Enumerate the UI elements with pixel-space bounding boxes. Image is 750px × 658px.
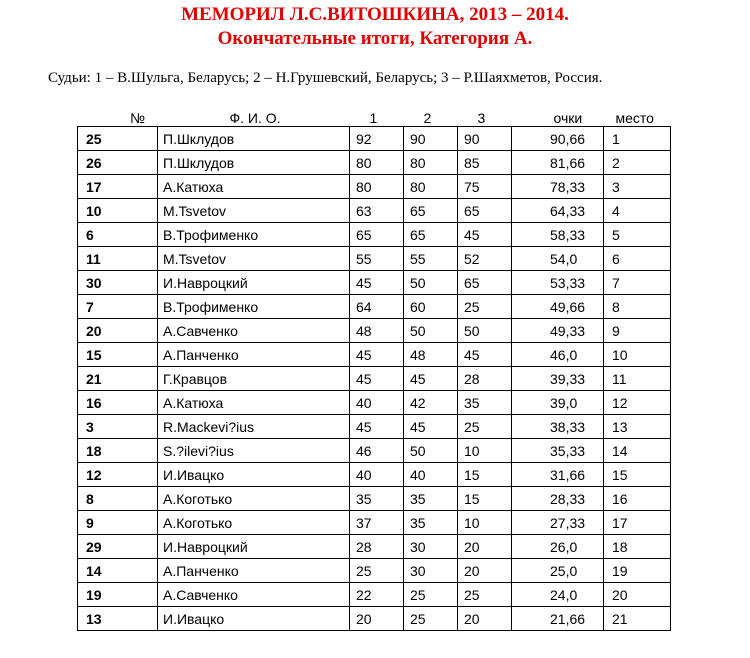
cell-number: 10 xyxy=(78,199,158,223)
cell-number: 3 xyxy=(78,415,158,439)
cell-judge-3: 28 xyxy=(458,367,512,391)
cell-name: И.Навроцкий xyxy=(158,271,350,295)
header-judge-1: 1 xyxy=(350,108,404,127)
table-row xyxy=(78,175,671,199)
cell-number: 21 xyxy=(78,367,158,391)
cell-judge-2: 65 xyxy=(404,199,458,223)
cell-judge-1: 25 xyxy=(350,559,404,583)
cell-name: П.Шклудов xyxy=(158,127,350,151)
table-row xyxy=(78,223,671,247)
cell-judge-2: 90 xyxy=(404,127,458,151)
cell-points: 81,66 xyxy=(512,151,604,175)
document-title: МЕМОРИЛ Л.С.ВИТОШКИНА, 2013 – 2014. xyxy=(181,4,569,25)
table-row xyxy=(78,415,671,439)
table-row xyxy=(78,463,671,487)
table-row xyxy=(78,127,671,151)
cell-number: 14 xyxy=(78,559,158,583)
cell-judge-1: 45 xyxy=(350,367,404,391)
cell-name: M.Tsvetov xyxy=(158,199,350,223)
cell-points: 39,0 xyxy=(512,391,604,415)
table-row xyxy=(78,559,671,583)
header-place: место xyxy=(604,108,671,127)
cell-place: 18 xyxy=(604,535,671,559)
cell-judge-1: 65 xyxy=(350,223,404,247)
header-name: Ф. И. О. xyxy=(158,108,350,127)
cell-judge-2: 50 xyxy=(404,271,458,295)
cell-place: 19 xyxy=(604,559,671,583)
cell-number: 7 xyxy=(78,295,158,319)
table-row xyxy=(78,535,671,559)
table-row xyxy=(78,319,671,343)
cell-points: 39,33 xyxy=(512,367,604,391)
cell-points: 24,0 xyxy=(512,583,604,607)
cell-judge-3: 15 xyxy=(458,463,512,487)
cell-judge-3: 20 xyxy=(458,607,512,631)
cell-judge-2: 48 xyxy=(404,343,458,367)
cell-judge-3: 90 xyxy=(458,127,512,151)
cell-judge-2: 65 xyxy=(404,223,458,247)
cell-judge-1: 22 xyxy=(350,583,404,607)
table-row xyxy=(78,343,671,367)
cell-place: 21 xyxy=(604,607,671,631)
cell-number: 18 xyxy=(78,439,158,463)
cell-place: 5 xyxy=(604,223,671,247)
table-row xyxy=(78,295,671,319)
cell-name: А.Савченко xyxy=(158,583,350,607)
results-body xyxy=(78,127,671,631)
cell-place: 15 xyxy=(604,463,671,487)
cell-place: 11 xyxy=(604,367,671,391)
cell-judge-3: 20 xyxy=(458,559,512,583)
cell-points: 46,0 xyxy=(512,343,604,367)
cell-number: 6 xyxy=(78,223,158,247)
cell-judge-1: 63 xyxy=(350,199,404,223)
cell-judge-1: 28 xyxy=(350,535,404,559)
cell-name: Г.Кравцов xyxy=(158,367,350,391)
cell-judge-2: 40 xyxy=(404,463,458,487)
cell-judge-2: 35 xyxy=(404,511,458,535)
cell-points: 25,0 xyxy=(512,559,604,583)
cell-number: 25 xyxy=(78,127,158,151)
cell-place: 7 xyxy=(604,271,671,295)
cell-points: 28,33 xyxy=(512,487,604,511)
cell-judge-3: 15 xyxy=(458,487,512,511)
cell-points: 31,66 xyxy=(512,463,604,487)
cell-name: R.Mackevi?ius xyxy=(158,415,350,439)
cell-judge-3: 25 xyxy=(458,415,512,439)
cell-name: А.Панченко xyxy=(158,559,350,583)
cell-name: А.Катюха xyxy=(158,175,350,199)
cell-name: А.Панченко xyxy=(158,343,350,367)
cell-judge-1: 48 xyxy=(350,319,404,343)
table-header-row xyxy=(78,108,671,127)
cell-points: 27,33 xyxy=(512,511,604,535)
cell-name: И.Ивацко xyxy=(158,607,350,631)
cell-place: 12 xyxy=(604,391,671,415)
cell-judge-1: 55 xyxy=(350,247,404,271)
cell-number: 20 xyxy=(78,319,158,343)
cell-judge-2: 50 xyxy=(404,439,458,463)
results-table xyxy=(77,108,671,631)
table-row xyxy=(78,367,671,391)
cell-judge-1: 35 xyxy=(350,487,404,511)
cell-judge-1: 46 xyxy=(350,439,404,463)
table-row xyxy=(78,391,671,415)
header-number: № xyxy=(78,108,158,127)
cell-judge-1: 80 xyxy=(350,175,404,199)
cell-place: 9 xyxy=(604,319,671,343)
cell-judge-1: 37 xyxy=(350,511,404,535)
cell-number: 12 xyxy=(78,463,158,487)
cell-judge-3: 10 xyxy=(458,511,512,535)
cell-points: 21,66 xyxy=(512,607,604,631)
cell-judge-1: 45 xyxy=(350,343,404,367)
cell-judge-1: 64 xyxy=(350,295,404,319)
cell-judge-3: 65 xyxy=(458,199,512,223)
cell-points: 49,66 xyxy=(512,295,604,319)
cell-judge-2: 80 xyxy=(404,151,458,175)
cell-name: И.Ивацко xyxy=(158,463,350,487)
cell-number: 26 xyxy=(78,151,158,175)
cell-name: В.Трофименко xyxy=(158,295,350,319)
cell-judge-3: 20 xyxy=(458,535,512,559)
cell-points: 35,33 xyxy=(512,439,604,463)
cell-judge-1: 40 xyxy=(350,463,404,487)
document-subtitle: Окончательные итоги, Категория А. xyxy=(217,28,533,49)
cell-place: 1 xyxy=(604,127,671,151)
cell-judge-1: 45 xyxy=(350,415,404,439)
header-judge-2: 2 xyxy=(404,108,458,127)
table-row xyxy=(78,511,671,535)
cell-judge-3: 25 xyxy=(458,295,512,319)
cell-judge-3: 25 xyxy=(458,583,512,607)
cell-points: 38,33 xyxy=(512,415,604,439)
cell-place: 8 xyxy=(604,295,671,319)
cell-number: 29 xyxy=(78,535,158,559)
table-row xyxy=(78,151,671,175)
cell-points: 78,33 xyxy=(512,175,604,199)
cell-judge-3: 52 xyxy=(458,247,512,271)
header-judge-3: 3 xyxy=(458,108,512,127)
cell-points: 49,33 xyxy=(512,319,604,343)
cell-place: 3 xyxy=(604,175,671,199)
cell-number: 8 xyxy=(78,487,158,511)
title-block xyxy=(0,3,750,51)
cell-place: 17 xyxy=(604,511,671,535)
cell-points: 54,0 xyxy=(512,247,604,271)
cell-number: 19 xyxy=(78,583,158,607)
cell-judge-2: 60 xyxy=(404,295,458,319)
cell-judge-1: 20 xyxy=(350,607,404,631)
cell-judge-3: 35 xyxy=(458,391,512,415)
cell-judge-1: 80 xyxy=(350,151,404,175)
table-row xyxy=(78,487,671,511)
cell-name: S.?ilevi?ius xyxy=(158,439,350,463)
cell-points: 64,33 xyxy=(512,199,604,223)
cell-place: 4 xyxy=(604,199,671,223)
cell-judge-2: 25 xyxy=(404,607,458,631)
cell-name: А.Коготько xyxy=(158,511,350,535)
table-row xyxy=(78,607,671,631)
cell-judge-3: 65 xyxy=(458,271,512,295)
cell-judge-3: 75 xyxy=(458,175,512,199)
cell-place: 16 xyxy=(604,487,671,511)
cell-number: 11 xyxy=(78,247,158,271)
header-points: очки xyxy=(512,108,604,127)
cell-name: В.Трофименко xyxy=(158,223,350,247)
cell-number: 9 xyxy=(78,511,158,535)
table-row xyxy=(78,247,671,271)
cell-judge-2: 45 xyxy=(404,415,458,439)
cell-judge-1: 40 xyxy=(350,391,404,415)
cell-name: M.Tsvetov xyxy=(158,247,350,271)
cell-number: 16 xyxy=(78,391,158,415)
judges-line: Судьи: 1 – В.Шульга, Беларусь; 2 – Н.Грушевский, Беларусь; 3 – Р.Шаяхметов, Россия. xyxy=(48,70,603,86)
cell-place: 6 xyxy=(604,247,671,271)
cell-judge-3: 10 xyxy=(458,439,512,463)
cell-judge-2: 55 xyxy=(404,247,458,271)
cell-judge-1: 45 xyxy=(350,271,404,295)
cell-judge-2: 35 xyxy=(404,487,458,511)
cell-name: П.Шклудов xyxy=(158,151,350,175)
cell-judge-2: 45 xyxy=(404,367,458,391)
cell-place: 13 xyxy=(604,415,671,439)
cell-points: 58,33 xyxy=(512,223,604,247)
cell-judge-2: 42 xyxy=(404,391,458,415)
cell-judge-2: 50 xyxy=(404,319,458,343)
cell-judge-1: 92 xyxy=(350,127,404,151)
cell-number: 15 xyxy=(78,343,158,367)
cell-points: 90,66 xyxy=(512,127,604,151)
cell-name: И.Навроцкий xyxy=(158,535,350,559)
cell-name: А.Катюха xyxy=(158,391,350,415)
table-row xyxy=(78,439,671,463)
cell-judge-3: 85 xyxy=(458,151,512,175)
cell-judge-2: 30 xyxy=(404,559,458,583)
cell-number: 30 xyxy=(78,271,158,295)
cell-points: 53,33 xyxy=(512,271,604,295)
cell-place: 20 xyxy=(604,583,671,607)
cell-judge-3: 50 xyxy=(458,319,512,343)
cell-name: А.Коготько xyxy=(158,487,350,511)
cell-place: 10 xyxy=(604,343,671,367)
cell-judge-3: 45 xyxy=(458,223,512,247)
table-row xyxy=(78,199,671,223)
cell-number: 13 xyxy=(78,607,158,631)
cell-number: 17 xyxy=(78,175,158,199)
cell-place: 14 xyxy=(604,439,671,463)
cell-judge-2: 30 xyxy=(404,535,458,559)
cell-points: 26,0 xyxy=(512,535,604,559)
cell-judge-3: 45 xyxy=(458,343,512,367)
cell-judge-2: 80 xyxy=(404,175,458,199)
cell-place: 2 xyxy=(604,151,671,175)
cell-judge-2: 25 xyxy=(404,583,458,607)
table-row xyxy=(78,583,671,607)
table-row xyxy=(78,271,671,295)
cell-name: А.Савченко xyxy=(158,319,350,343)
